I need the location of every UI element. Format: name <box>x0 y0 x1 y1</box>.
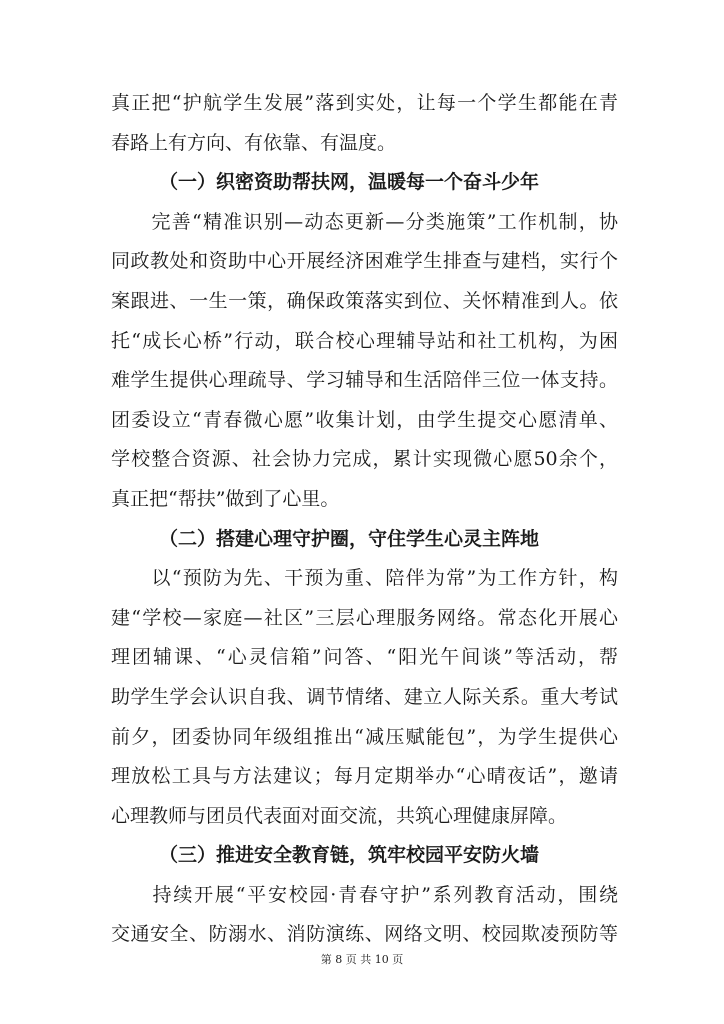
paragraph-line: 理放松工具与方法建议；每月定期举办“心晴夜话”，邀请 <box>111 765 618 788</box>
paragraph-line: 难学生提供心理疏导、学习辅导和生活陪伴三位一体支持。 <box>111 369 618 392</box>
paragraph-line: 春路上有方向、有依靠、有温度。 <box>111 131 397 154</box>
page-footer: 第 8 页 共 10 页 <box>320 953 404 966</box>
paragraph-line: 团委设立“青春微心愿”收集计划，由学生提交心愿清单、 <box>111 408 618 431</box>
paragraph-line: 真正把“帮扶”做到了心里。 <box>111 487 340 510</box>
paragraph-line: 学校整合资源、社会协力完成，累计实现微心愿50余个， <box>111 448 618 471</box>
paragraph-line: 托“成长心桥”行动，联合校心理辅导站和社工机构，为困 <box>111 329 618 352</box>
paragraph-line: 以“预防为先、干预为重、陪伴为常”为工作方针，构 <box>111 567 618 590</box>
section-heading: （一）织密资助帮扶网，温暖每一个奋斗少年 <box>159 171 540 194</box>
paragraph-line: 前夕，团委协同年级组推出“减压赋能包”，为学生提供心 <box>111 725 618 748</box>
paragraph-line: 理团辅课、“心灵信箱”问答、“阳光午间谈”等活动，帮 <box>111 646 618 669</box>
paragraph-line: 交通安全、防溺水、消防演练、网络文明、校园欺凌预防等 <box>111 923 618 946</box>
paragraph-line: 建“学校—家庭—社区”三层心理服务网络。常态化开展心 <box>111 606 618 629</box>
section-heading: （三）推进安全教育链，筑牢校园平安防火墙 <box>159 844 540 867</box>
paragraph-line: 助学生学会认识自我、调节情绪、建立人际关系。重大考试 <box>111 685 618 708</box>
paragraph-line: 真正把“护航学生发展”落到实处，让每一个学生都能在青 <box>111 92 618 114</box>
paragraph-line: 完善“精准识别—动态更新—分类施策”工作机制，协 <box>111 210 618 233</box>
page-body <box>111 84 618 955</box>
paragraph-line: 案跟进、一生一策，确保政策落实到位、关怀精准到人。依 <box>111 289 618 312</box>
paragraph-line: 心理教师与团员代表面对面交流，共筑心理健康屏障。 <box>111 804 568 827</box>
paragraph-line: 持续开展“平安校园·青春守护”系列教育活动，围绕 <box>111 883 618 906</box>
paragraph-line: 同政教处和资助中心开展经济困难学生排查与建档，实行个 <box>111 250 618 273</box>
section-heading: （二）搭建心理守护圈，守住学生心灵主阵地 <box>159 527 540 550</box>
